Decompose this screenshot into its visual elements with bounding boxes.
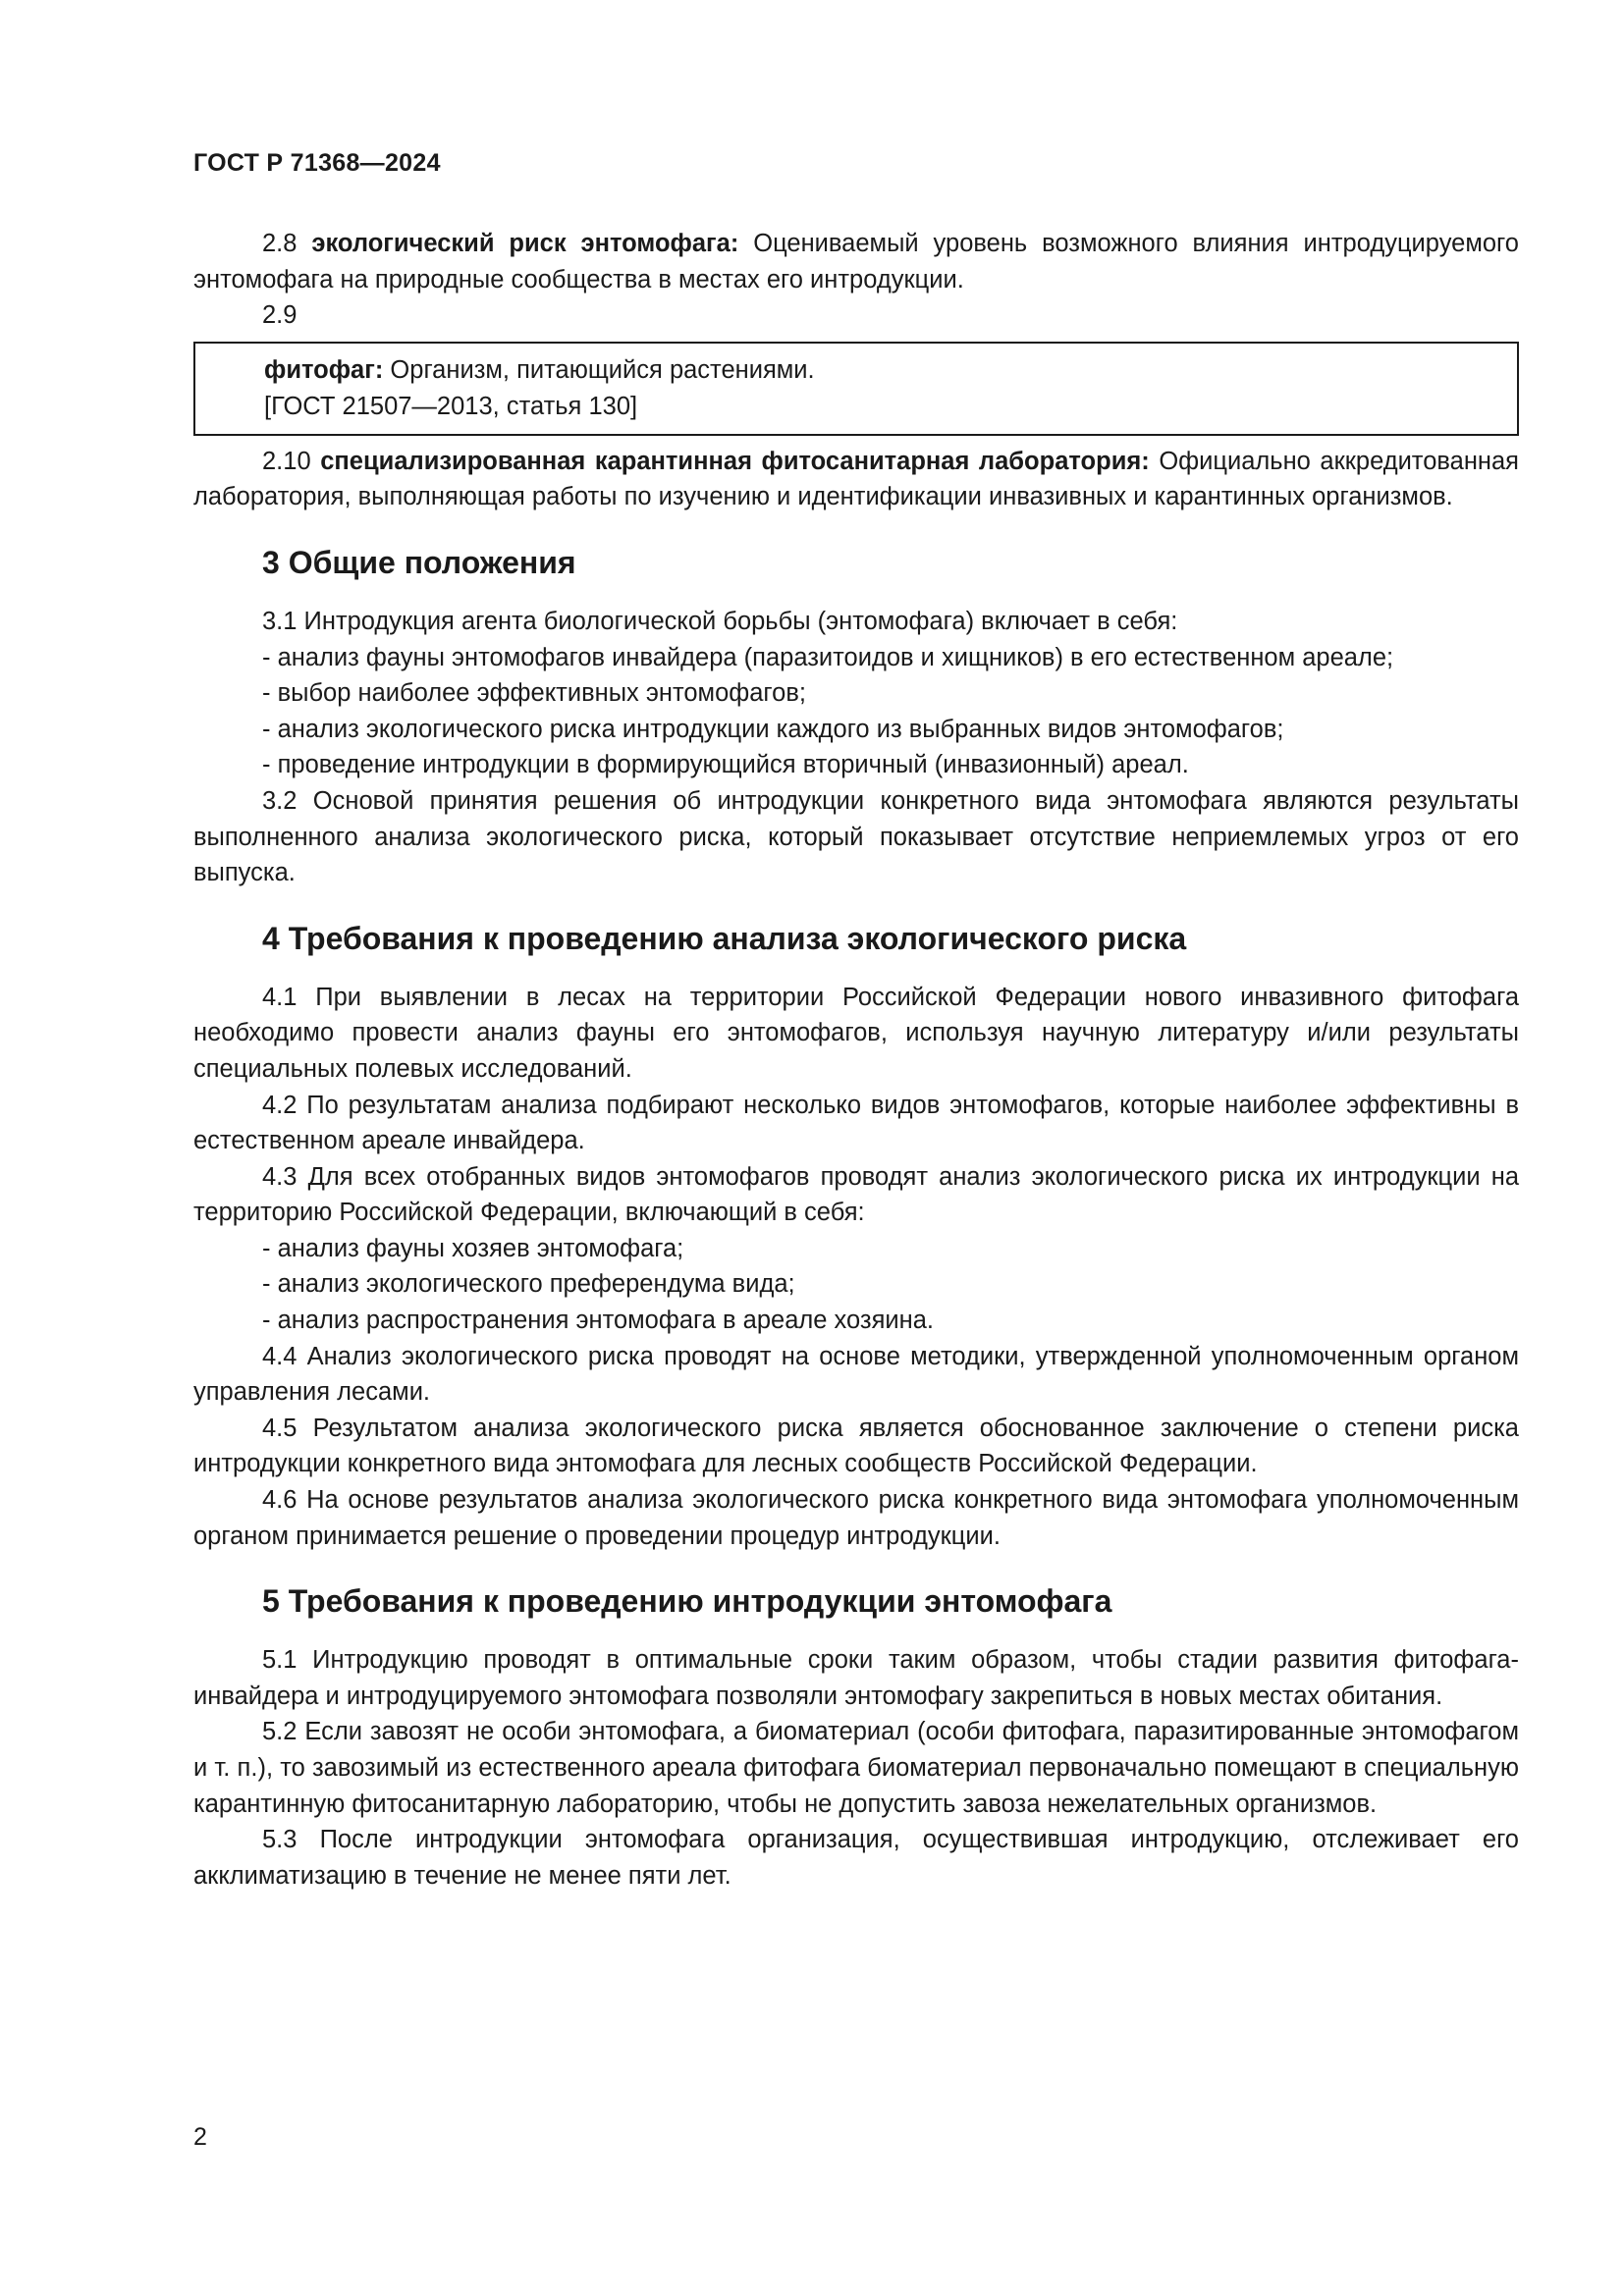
reference: [ГОСТ 21507—2013, статья 130] [264,392,638,420]
document-header: ГОСТ Р 71368—2024 [193,149,441,177]
clause-number: 2.8 [262,230,298,257]
clause-3-1: 3.1 Интродукция агента биологической борьбы (энтомофага) включает в себя: [262,607,1178,635]
list-item: - выбор наиболее эффективных энтомофагов; [262,679,806,708]
section-4-title: 4 Требования к проведению анализа экологического риска [262,920,1187,956]
clause-4-4: 4.4 Анализ экологического риска проводят на основе методики, утвержденной уполномоченным органом управления лесами. [193,1342,1519,1407]
clause-5-1: 5.1 Интродукцию проводят в оптимальные сроки таким образом, чтобы стадии развития фитофага-инвайдера и интродуцируемого энтомофага позволяли энтомофагу закрепиться в новых местах обитания. [193,1646,1519,1710]
document-body [193,226,1519,1894]
section-3-title: 3 Общие положения [262,544,576,580]
clause-3-2: 3.2 Основой принятия решения об интродукции конкретного вида энтомофага являются результаты выполненного анализа экологического риска, который показывает отсутствие неприемлемых угроз от его выпуска. [193,786,1519,887]
term: экологический риск энтомофага: [311,230,739,257]
clause-4-1: 4.1 При выявлении в лесах на территории Российской Федерации нового инвазивного фитофага необходимо провести анализ фауны его энтомофагов, используя научную литературу и/или результаты специальных полевых исследований. [193,983,1519,1083]
list-item: - анализ экологического преферендума вида; [262,1270,795,1299]
clause-4-5: 4.5 Результатом анализа экологического риска является обоснованное заключение о степени риска интродукции конкретного вида энтомофага для лесных сообществ Российской Федерации. [193,1414,1519,1478]
page-number: 2 [193,2123,207,2151]
clause-2-8 [193,226,1519,297]
clause-4-2: 4.2 По результатам анализа подбирают несколько видов энтомофагов, которые наиболее эффективны в естественном ареале инвайдера. [193,1091,1519,1155]
list-item: - анализ фауны хозяев энтомофага; [262,1234,684,1262]
clause-2-10 [193,444,1519,515]
definition: Оцениваемый уровень возможного влияния интродуцируемого энтомофага на природные сообщества в местах его интродукции. [193,230,1519,294]
definition: Официально аккредитованная лаборатория, выполняющая работы по изучению и идентификации инвазивных и карантинных организмов. [193,447,1519,511]
term: специализированная карантинная фитосанитарная лаборатория: [320,447,1150,475]
definition: Организм, питающийся растениями. [390,355,815,384]
clause-5-2: 5.2 Если завозят не особи энтомофага, а биоматериал (особи фитофага, паразитированные энтомофагом и т. п.), то завозимый из естественного ареала фитофага биоматериал первоначально помещают в специальную карантинную фитосанитарную лабораторию, чтобы не допустить завоза нежелательных организмов. [193,1718,1519,1818]
clause-4-6: 4.6 На основе результатов анализа экологического риска конкретного вида энтомофага уполномоченным органом принимается решение о проведении процедур интродукции. [193,1486,1519,1550]
clause-5-3: 5.3 После интродукции энтомофага организация, осуществившая интродукцию, отслеживает его акклиматизацию в течение не менее пяти лет. [193,1826,1519,1890]
list-item: - анализ экологического риска интродукции каждого из выбранных видов энтомофагов; [262,715,1284,743]
list-item: - анализ распространения энтомофага в ареале хозяина. [262,1307,934,1335]
section-5-title: 5 Требования к проведению интродукции энтомофага [262,1583,1112,1620]
clause-2-9-number: 2.9 [262,301,298,330]
list-item: - проведение интродукции в формирующийся вторичный (инвазионный) ареал. [262,751,1189,779]
term: фитофаг: [264,355,384,384]
list-item: - анализ фауны энтомофагов инвайдера (паразитоидов и хищников) в его естественном ареале; [262,643,1394,671]
clause-number: 2.10 [262,447,311,475]
clause-4-3: 4.3 Для всех отобранных видов энтомофагов проводят анализ экологического риска их интродукции на территорию Российской Федерации, включающий в себя: [193,1162,1519,1227]
clause-2-9-box [193,342,1519,436]
